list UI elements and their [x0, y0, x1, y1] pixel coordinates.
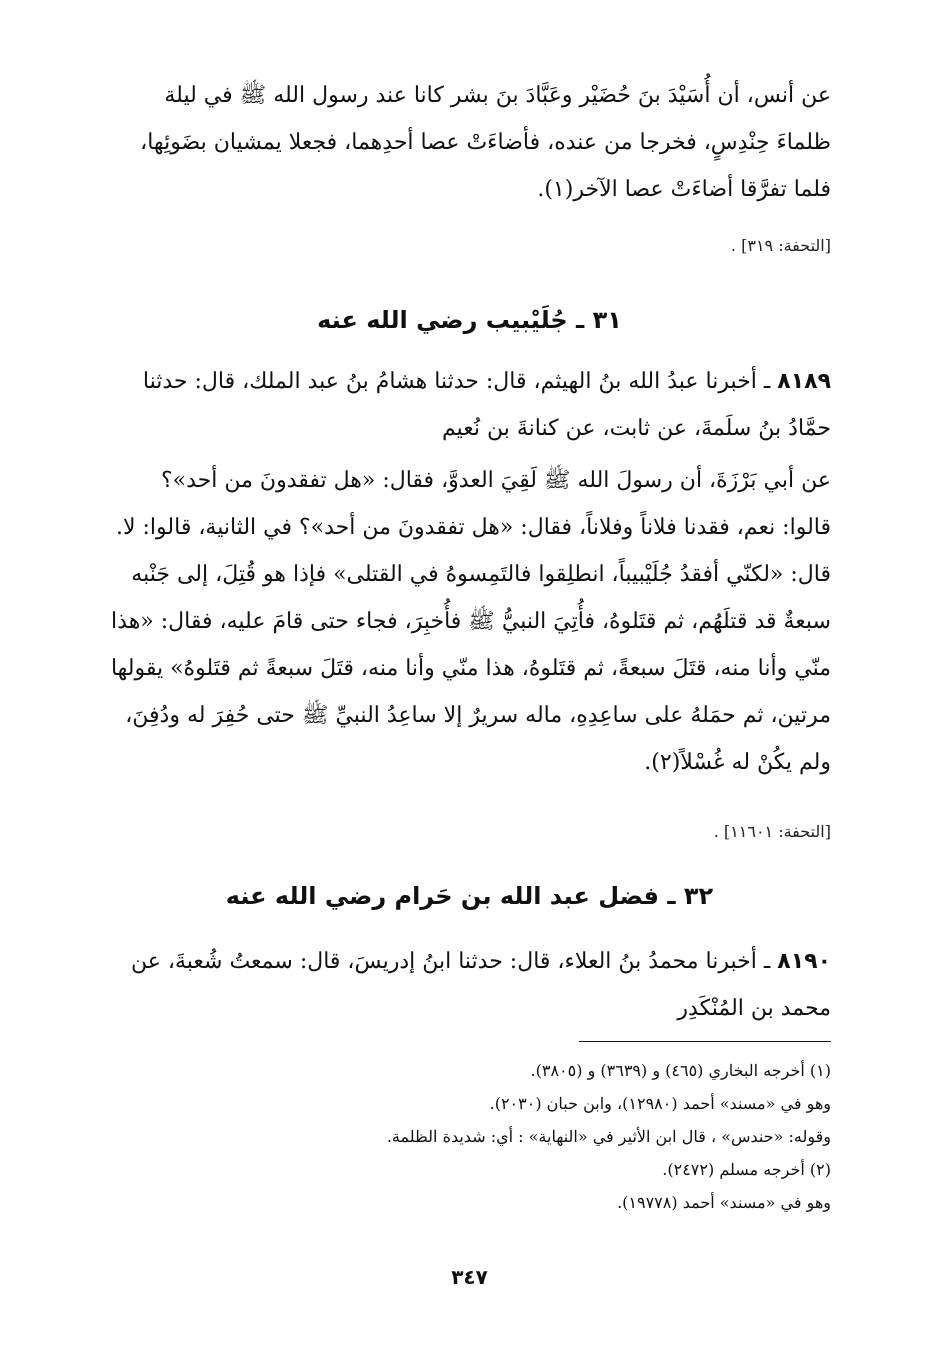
isnad-text: ـ أخبرنا محمدُ بنُ العلاء، قال: حدثنا ابنُ إدريسَ، قال: سمعتُ شُعبةَ، عن	[131, 949, 771, 974]
isnad-line	[108, 358, 831, 405]
isnad-line: حمَّادُ بنُ سلَمةَ، عن ثابت، عن كنانةَ بن نُعيم	[442, 416, 831, 441]
section-31-reference: [التحفة: ١١٦٠١] .	[713, 822, 831, 841]
intro-hadith-text	[108, 72, 831, 213]
footnote-line: وهو في «مسند» أحمد (١٩٧٧٨).	[617, 1193, 831, 1212]
footnote-line: (٢) أخرجه مسلم (٢٤٧٢).	[662, 1160, 831, 1179]
intro-line: فلما تفرَّقا أضاءَتْ عصا الآخر(١).	[537, 177, 831, 202]
page-number: ٣٤٧	[451, 1265, 488, 1289]
intro-line: عن أنس، أن أُسَيْدَ بنَ حُضَيْر وعَبَّادَ بنَ بشر كانا عند رسول الله ﷺ في ليلة	[164, 83, 831, 108]
matn-line: قال: «لكنّي أفقدُ جُلَيْبيباً، انطلِقوا فالتَمِسوهُ في القتلى» فإذا هو قُتِلَ، إلى جَنْبه	[131, 562, 831, 587]
footnote-line: (١) أخرجه البخاري (٤٦٥) و (٣٦٣٩) و (٣٨٠٥).	[530, 1061, 831, 1080]
matn-line: مرتين، ثم حمَلهُ على ساعِدِهِ، ماله سريرٌ إلا ساعِدُ النبيِّ ﷺ حتى حُفِرَ له ودُفِنَ،	[125, 703, 831, 728]
hadith-number: ٨١٩٠	[777, 949, 831, 974]
intro-line: ظلماءَ حِنْدِسٍ، فخرجا من عنده، فأضاءَتْ عصا أحدِهما، فجعلا يمشيان بضَوئِها،	[140, 130, 831, 155]
matn-line: ولم يكُنْ له غُسْلاً(٢).	[644, 750, 831, 775]
matn-line: منّي وأنا منه، قتَلَ سبعةً، ثم قتَلوهُ، هذا منّي وأنا منه، قتَلَ سبعةً ثم قتَلوهُ» يقولها	[110, 656, 831, 681]
isnad-text: ـ أخبرنا عبدُ الله بنُ الهيثم، قال: حدثنا هشامُ بنُ عبد الملك، قال: حدثنا	[142, 369, 771, 394]
section-31-title: ٣١ ـ جُلَيْبيب رضي الله عنه	[317, 306, 622, 334]
matn-line: عن أبي بَرْزَةَ، أن رسولَ الله ﷺ لَقِيَ العدوَّ، فقال: «هل تفقدونَ من أحد»؟	[161, 468, 831, 493]
hadith-number: ٨١٨٩	[777, 369, 831, 394]
footnote-divider	[579, 1041, 831, 1042]
isnad-line: محمد بن المُنْكَدِر	[677, 996, 831, 1021]
section-31-isnad	[108, 358, 831, 452]
matn-line: قالوا: نعم، فقدنا فلاناً وفلاناً، فقال: «هل تفقدونَ من أحد»؟ في الثانية، قالوا: لا.	[115, 515, 831, 540]
intro-reference: [التحفة: ٣١٩] .	[730, 236, 831, 255]
isnad-line	[108, 938, 831, 985]
footnote-line: وقوله: «حندس» ، قال ابن الأثير في «النهاية» : أي: شديدة الظلمة.	[386, 1127, 831, 1146]
matn-line: سبعةٌ قد قتلَهُم، ثم قتَلوهُ، فأُتِيَ النبيُّ ﷺ فأُخبِرَ، فجاء حتى قامَ عليه، فقال: «هذا	[111, 609, 831, 634]
footnote-line: وهو في «مسند» أحمد (١٢٩٨٠)، وابن حبان (٢٠٣٠).	[489, 1094, 831, 1113]
section-32-title: ٣٢ ـ فضل عبد الله بن حَرام رضي الله عنه	[225, 882, 714, 910]
section-32-isnad	[108, 938, 831, 1032]
section-31-matn	[108, 457, 831, 786]
footnotes	[108, 1054, 831, 1219]
